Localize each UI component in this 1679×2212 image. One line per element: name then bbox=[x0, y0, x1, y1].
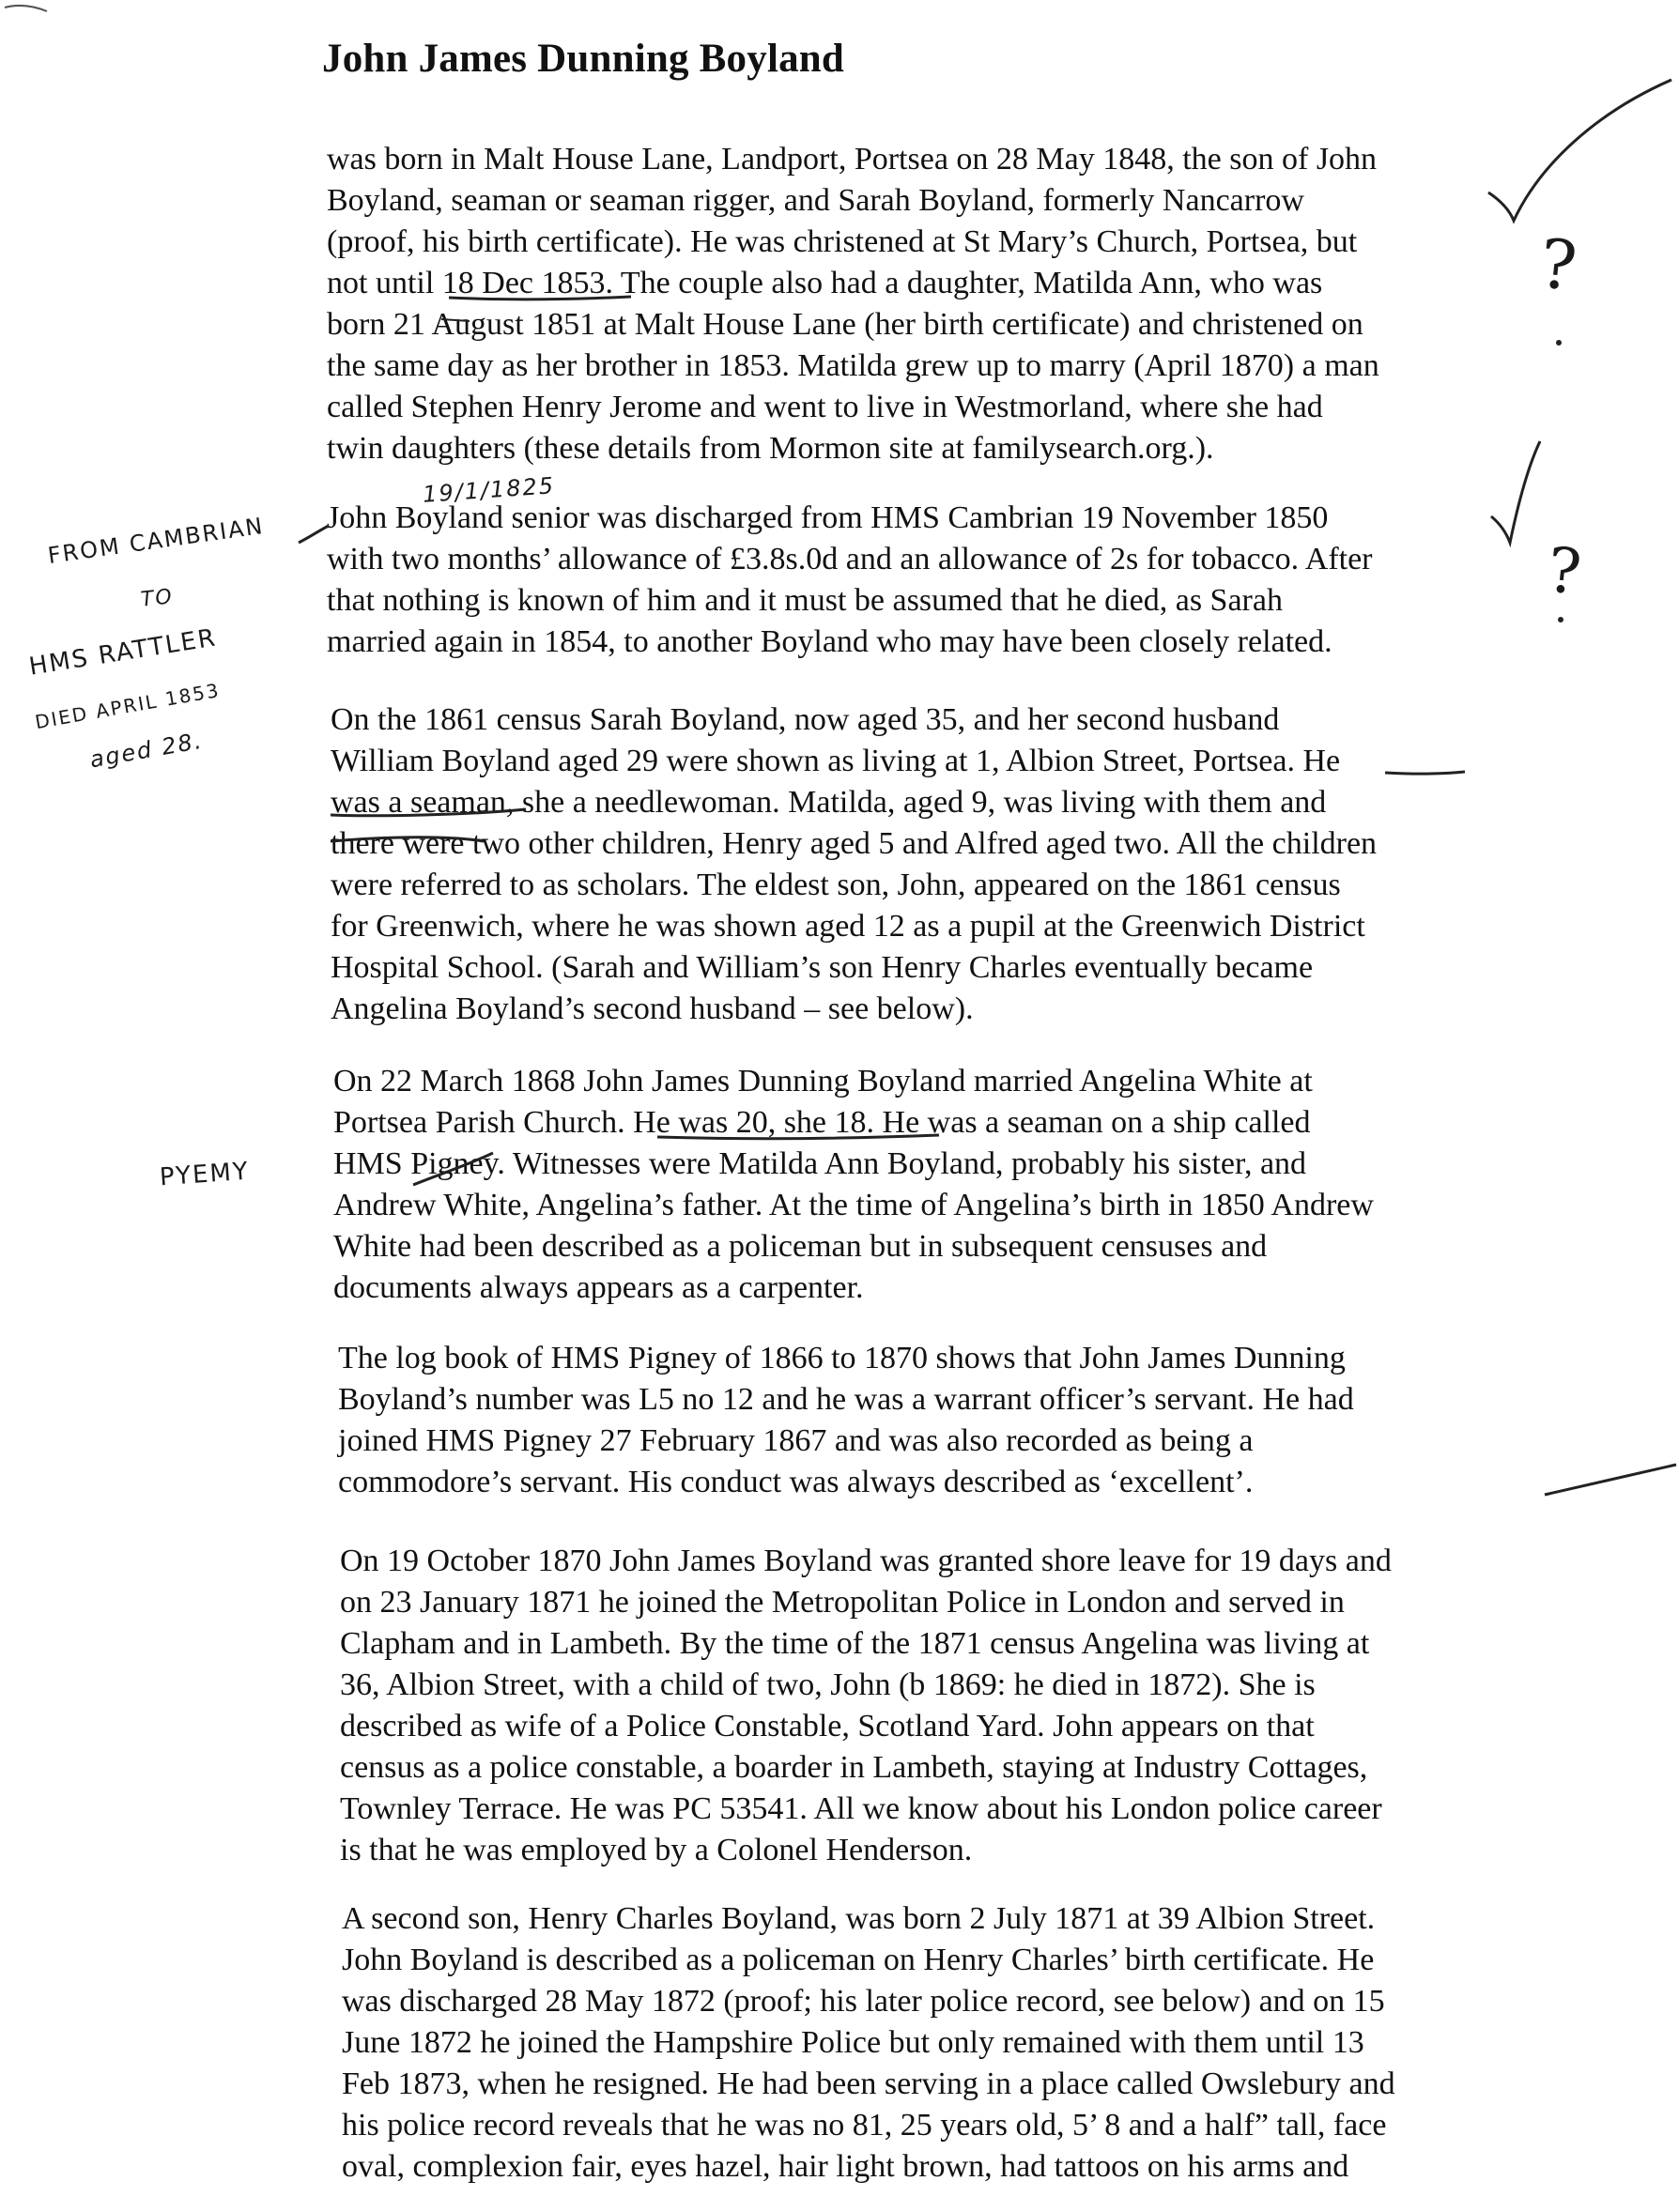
paragraph-1861-census bbox=[331, 699, 1377, 1030]
text-line: the same day as her brother in 1853. Matilda grew up to marry (April 1870) a man bbox=[327, 348, 1379, 383]
paragraph-metropolitan-police bbox=[340, 1541, 1392, 1871]
text-line: On 19 October 1870 John James Boyland was granted shore leave for 19 days and bbox=[340, 1544, 1392, 1578]
paragraph-log-book bbox=[338, 1338, 1354, 1503]
text-line: joined HMS Pigney 27 February 1867 and was also recorded as being a bbox=[338, 1423, 1254, 1458]
text-line: not until 18 Dec 1853. The couple also had a daughter, Matilda Ann, who was bbox=[327, 266, 1323, 300]
text-line: On the 1861 census Sarah Boyland, now aged 35, and her second husband bbox=[331, 702, 1280, 737]
text-line: is that he was employed by a Colonel Henderson. bbox=[340, 1833, 973, 1867]
text-line: Feb 1873, when he resigned. He had been serving in a place called Owslebury and bbox=[342, 2066, 1395, 2101]
text-line: were referred to as scholars. The eldest son, John, appeared on the 1861 census bbox=[331, 868, 1341, 902]
handwritten-note-aged: aged 28. bbox=[87, 727, 206, 774]
text-line: Andrew White, Angelina’s father. At the time of Angelina’s birth in 1850 Andrew bbox=[333, 1188, 1374, 1222]
text-line: his police record reveals that he was no 81, 25 years old, 5’ 8 and a half” tall, face bbox=[342, 2108, 1387, 2143]
text-line: White had been described as a policeman but in subsequent censuses and bbox=[333, 1229, 1268, 1264]
handwritten-margin-line bbox=[1545, 1465, 1676, 1495]
text-line: William Boyland aged 29 were shown as living at 1, Albion Street, Portsea. He bbox=[331, 744, 1341, 778]
text-line: there were two other children, Henry aged 5 and Alfred aged two. All the children bbox=[331, 826, 1378, 861]
text-line: Boyland, seaman or seaman rigger, and Sarah Boyland, formerly Nancarrow bbox=[327, 183, 1304, 218]
text-line: described as wife of a Police Constable, Scotland Yard. John appears on that bbox=[340, 1709, 1315, 1743]
handwritten-note-to: TO bbox=[139, 585, 175, 612]
text-line: Boyland’s number was L5 no 12 and he was a warrant officer’s servant. He had bbox=[338, 1382, 1354, 1417]
handwritten-note-date: 19/1/1825 bbox=[422, 472, 556, 508]
handwritten-question-mark: ? bbox=[1535, 223, 1580, 306]
text-line: twin daughters (these details from Mormon site at familysearch.org.). bbox=[327, 431, 1214, 466]
text-line: A second son, Henry Charles Boyland, was born 2 July 1871 at 39 Albion Street. bbox=[342, 1901, 1376, 1936]
text-line: Townley Terrace. He was PC 53541. All we know about his London police career bbox=[340, 1791, 1382, 1826]
paragraph-hampshire-police bbox=[342, 1898, 1395, 2188]
text-line: oval, complexion fair, eyes hazel, hair light brown, had tattoos on his arms and bbox=[342, 2149, 1349, 2184]
text-line: John Boyland senior was discharged from HMS Cambrian 19 November 1850 bbox=[327, 500, 1329, 535]
text-line: The log book of HMS Pigney of 1866 to 1870 shows that John James Dunning bbox=[338, 1341, 1346, 1375]
handwritten-arrow-line bbox=[299, 526, 329, 543]
text-line: was born in Malt House Lane, Landport, Portsea on 28 May 1848, the son of John bbox=[327, 142, 1378, 177]
handwritten-note-hms-rattler: HMS RATTLER bbox=[26, 623, 219, 682]
text-line: Hospital School. (Sarah and William’s son Henry Charles eventually became bbox=[331, 950, 1314, 985]
text-line: was discharged 28 May 1872 (proof; his later police record, see below) and on 15 bbox=[342, 1984, 1385, 2019]
handwritten-note-from-cambrian: FROM CAMBRIAN bbox=[46, 512, 267, 570]
text-line: census as a police constable, a boarder in Lambeth, staying at Industry Cottages, bbox=[340, 1750, 1368, 1785]
text-line: called Stephen Henry Jerome and went to live in Westmorland, where she had bbox=[327, 390, 1323, 424]
text-line: with two months’ allowance of £3.8s.0d and an allowance of 2s for tobacco. After bbox=[327, 542, 1373, 576]
page-title: John James Dunning Boyland bbox=[322, 37, 845, 81]
handwritten-scribble bbox=[5, 6, 47, 11]
paragraph-father-discharge bbox=[327, 498, 1373, 663]
text-line: Clapham and in Lambeth. By the time of the 1871 census Angelina was living at bbox=[340, 1626, 1370, 1661]
text-line: John Boyland is described as a policeman on Henry Charles’ birth certificate. He bbox=[342, 1943, 1375, 1977]
text-line: on 23 January 1871 he joined the Metropolitan Police in London and served in bbox=[340, 1585, 1345, 1620]
text-line: Angelina Boyland’s second husband – see below). bbox=[331, 991, 974, 1026]
handwritten-underline bbox=[1385, 772, 1465, 774]
text-line: June 1872 he joined the Hampshire Police but only remained with them until 13 bbox=[342, 2025, 1364, 2060]
text-line: was a seaman, she a needlewoman. Matilda, aged 9, was living with them and bbox=[331, 785, 1327, 820]
text-line: born 21 August 1851 at Malt House Lane (her birth certificate) and christened on bbox=[327, 307, 1363, 342]
handwritten-note-pyemy: PYEMY bbox=[159, 1157, 251, 1192]
text-line: that nothing is known of him and it must be assumed that he died, as Sarah bbox=[327, 583, 1283, 618]
handwritten-dot bbox=[1556, 340, 1562, 346]
handwritten-tick-mark bbox=[1491, 441, 1540, 543]
paragraph-birth bbox=[327, 139, 1379, 469]
text-line: On 22 March 1868 John James Dunning Boyland married Angelina White at bbox=[333, 1064, 1313, 1098]
handwritten-note-died: DIED APRIL 1853 bbox=[33, 678, 223, 734]
handwritten-dot bbox=[1558, 617, 1563, 622]
paragraph-marriage bbox=[333, 1061, 1374, 1309]
text-line: 36, Albion Street, with a child of two, John (b 1869: he died in 1872). She is bbox=[340, 1667, 1316, 1702]
text-line: for Greenwich, where he was shown aged 12 as a pupil at the Greenwich District bbox=[331, 909, 1365, 944]
handwritten-question-mark: ? bbox=[1544, 533, 1585, 609]
text-line: HMS Pigney. Witnesses were Matilda Ann Boyland, probably his sister, and bbox=[333, 1146, 1307, 1181]
handwritten-tick-mark bbox=[1488, 80, 1671, 221]
text-line: documents always appears as a carpenter. bbox=[333, 1270, 864, 1305]
text-line: married again in 1854, to another Boyland who may have been closely related. bbox=[327, 624, 1332, 659]
text-line: (proof, his birth certificate). He was christened at St Mary’s Church, Portsea, but bbox=[327, 224, 1358, 259]
text-line: Portsea Parish Church. He was 20, she 18. He was a seaman on a ship called bbox=[333, 1105, 1311, 1140]
text-line: commodore’s servant. His conduct was always described as ‘excellent’. bbox=[338, 1465, 1254, 1499]
